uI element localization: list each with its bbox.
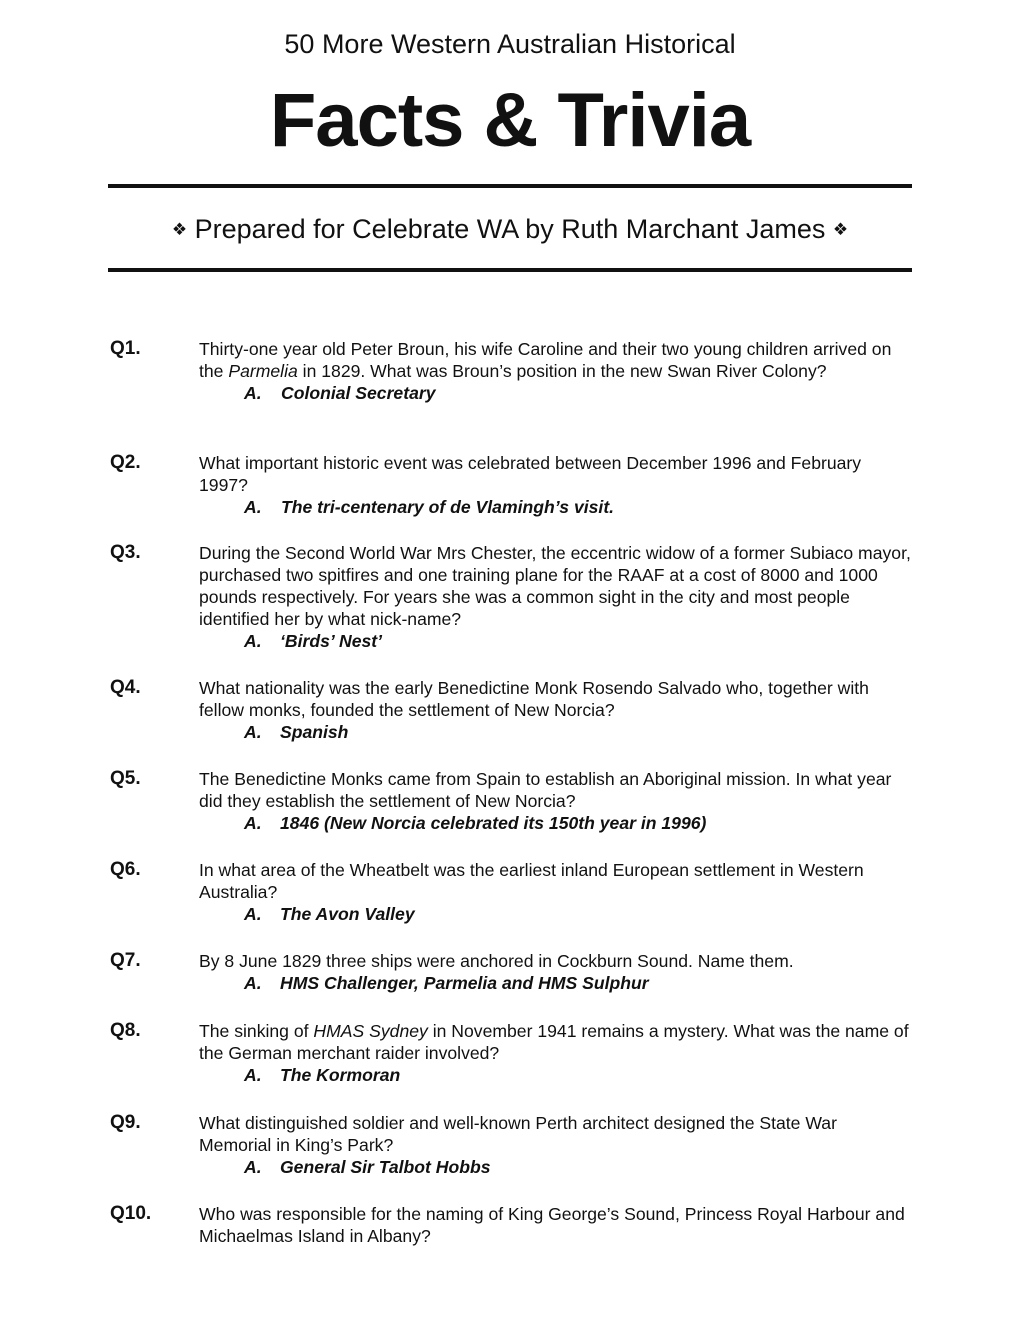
prepared-by-line — [0, 211, 1020, 248]
question-text-part: The Benedictine Monks came from Spain to establish an Aboriginal mission. In what year did they establish the settlement of New Norcia? — [199, 769, 892, 811]
answer-text: The Kormoran — [280, 1065, 401, 1085]
answer-label: A. — [244, 631, 262, 651]
answer-label: A. — [244, 722, 262, 742]
answer-label: A. — [244, 383, 262, 403]
question-text — [199, 859, 914, 925]
question-number: Q10. — [110, 1203, 152, 1224]
answer-label: A. — [244, 973, 262, 993]
question-number: Q7. — [110, 950, 141, 971]
question-text-part: During the Second World War Mrs Chester, the eccentric widow of a former Subiaco mayor, purchased two spitfires and one training plane for the RAAF at a cost of 8000 and 1000 pounds respectively. For years she was a common sight in the city and most people identified her by what nick-name? — [199, 543, 911, 629]
answer-text: Spanish — [280, 722, 349, 742]
answer — [199, 1064, 914, 1086]
answer-text: Colonial Secretary — [281, 383, 436, 403]
answer-text: The Avon Valley — [280, 904, 415, 924]
question-text-part: in 1829. What was Broun’s position in the new Swan River Colony? — [297, 361, 827, 381]
question-text-part: By 8 June 1829 three ships were anchored in Cockburn Sound. Name them. — [199, 951, 794, 971]
question-number: Q5. — [110, 768, 141, 789]
question-number: Q1. — [110, 338, 141, 359]
answer — [199, 721, 914, 743]
answer — [199, 812, 914, 834]
question-text — [199, 452, 914, 518]
answer — [199, 382, 914, 404]
question-text — [199, 950, 914, 994]
question-text — [199, 338, 914, 404]
question-number: Q4. — [110, 677, 141, 698]
document-title: Facts & Trivia — [269, 78, 751, 163]
top-divider — [108, 184, 912, 188]
question-text — [199, 677, 914, 743]
question-text-part: What important historic event was celebrated between December 1996 and February 1997? — [199, 453, 862, 495]
answer-text: HMS Challenger, Parmelia and HMS Sulphur — [280, 973, 649, 993]
question-text — [199, 542, 914, 652]
answer — [199, 630, 914, 652]
question-number: Q9. — [110, 1112, 141, 1133]
answer-text: ‘Birds’ Nest’ — [280, 631, 383, 651]
answer — [199, 972, 914, 994]
ship-name: Parmelia — [228, 361, 298, 381]
answer-text: 1846 (New Norcia celebrated its 150th year in 1996) — [280, 813, 707, 833]
question-text-part: in November 1941 remains a mystery. What was the name of the German merchant raider involved? — [199, 1021, 909, 1063]
question-text-part: The sinking of — [199, 1021, 314, 1041]
answer — [199, 1156, 914, 1178]
ornament-diamond-icon: ❖ — [171, 220, 188, 239]
answer-label: A. — [244, 904, 262, 924]
answer-label: A. — [244, 813, 262, 833]
question-number: Q6. — [110, 859, 141, 880]
answer-text: The tri-centenary of de Vlamingh’s visit. — [281, 497, 615, 517]
answer-text: General Sir Talbot Hobbs — [280, 1157, 491, 1177]
ornament-diamond-icon: ❖ — [832, 220, 849, 239]
question-text — [199, 1020, 914, 1086]
question-text — [199, 1203, 914, 1247]
question-text-part: What distinguished soldier and well-known Perth architect designed the State War Memorial in King’s Park? — [199, 1113, 837, 1155]
bottom-divider — [108, 268, 912, 272]
answer — [199, 903, 914, 925]
ship-name: HMAS Sydney — [313, 1021, 428, 1041]
question-text-part: In what area of the Wheatbelt was the earliest inland European settlement in Western Australia? — [199, 860, 864, 902]
answer-label: A. — [244, 497, 262, 517]
question-text — [199, 768, 914, 834]
question-number: Q3. — [110, 542, 141, 563]
question-number: Q8. — [110, 1020, 141, 1041]
answer-label: A. — [244, 1065, 262, 1085]
question-text — [199, 1112, 914, 1178]
prepared-by-text: Prepared for Celebrate WA by Ruth Marchant James — [194, 214, 826, 244]
question-text-part: What nationality was the early Benedictine Monk Rosendo Salvado who, together with fellow monks, founded the settlement of New Norcia? — [199, 678, 869, 720]
answer-label: A. — [244, 1157, 262, 1177]
question-text-part: Thirty-one year old Peter Broun, his wife Caroline and their two young children arrived on the — [199, 339, 892, 381]
question-number: Q2. — [110, 452, 141, 473]
document-subtitle: 50 More Western Australian Historical — [284, 29, 736, 59]
answer — [199, 496, 914, 518]
question-text-part: Who was responsible for the naming of King George’s Sound, Princess Royal Harbour and Michaelmas Island in Albany? — [199, 1204, 905, 1246]
